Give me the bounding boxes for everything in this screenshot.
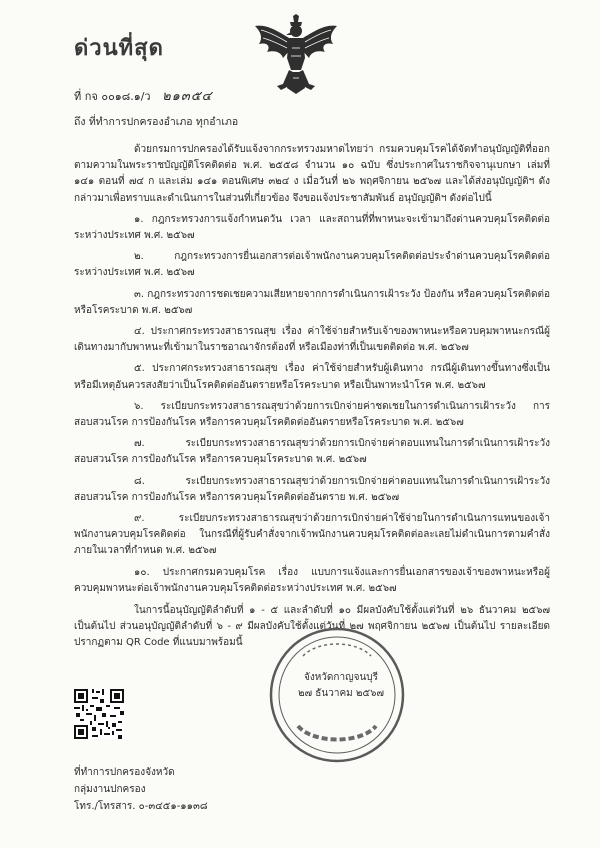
list-item: ๑. กฎกระทรวงการแจ้งกำหนดวัน เวลา และสถานที่ที่พาหนะจะเข้ามาถึงด่านควบคุมโรคติดต่อระหว่างประเทศ พ.ศ. ๒๕๖๗ (74, 213, 550, 242)
reference-number (74, 85, 213, 106)
list-item: ๔. ประกาศกระทรวงสาธารณสุข เรื่อง ค่าใช้จ่ายสำหรับเจ้าของพาหนะหรือควบคุมพาหนะกรณีผู้เดินทางมากับพาหนะที่เข้ามาในราชอาณาจักรต้องที่ หรือเมืองท่าที่เป็นเขตติดต่อ พ.ศ. ๒๕๖๗ (74, 326, 550, 354)
footer-office: ที่ทำการปกครองจังหวัด (74, 767, 175, 778)
footer-division: กลุ่มงานปกครอง (74, 784, 146, 795)
list-item: ๒. กฎกระทรวงการยื่นเอกสารต่อเจ้าพนักงานควบคุมโรคติดต่อประจำด่านควบคุมโรคติดต่อระหว่างประเทศ พ.ศ. ๒๕๖๗ (74, 251, 550, 279)
footer-phone: โทร./โทรสาร. ๐-๓๔๕๑-๑๑๓๘ (74, 801, 208, 812)
recipient-line: ถึง ที่ทำการปกครองอำเภอ ทุกอำเภอ (74, 116, 239, 128)
footer-contact (74, 764, 208, 815)
closing-paragraph: ในการนี้อนุบัญญัติลำดับที่ ๑ - ๕ และลำดับที่ ๑๐ มีผลบังคับใช้ตั้งแต่วันที่ ๒๖ ธันวาคม ๒๕๖๗ เป็นต้นไป ส่วนอนุบัญญัติลำดับที่ ๖ - ๙ มีผลบังคับใช้ตั้งแต่วันที่ ๒๗ พฤศจิกายน ๒๕๖๗ เป็นต้นไป รายละเอียดปรากฏตาม QR Code ที่แนบมาพร้อมนี้ (74, 605, 550, 649)
signature-block (286, 670, 396, 702)
qr-code-icon[interactable] (74, 689, 124, 739)
intro-paragraph: ด้วยกรมการปกครองได้รับแจ้งจากกระทรวงมหาดไทยว่า กรมควบคุมโรคได้จัดทำอนุบัญญัติที่ออกตามความในพระราชบัญญัติโรคติดต่อ พ.ศ. ๒๕๕๘ จำนวน ๑๐ ฉบับ ซึ่งประกาศในราชกิจจานุเบกษา เล่มที่ ๑๔๑ ตอนที่ ๗๔ ก และเล่ม ๑๔๑ ตอนพิเศษ ๓๒๔ ง เมื่อวันที่ ๒๖ พฤศจิกายน ๒๕๖๗ และได้ส่งอนุบัญญัติฯ ดังกล่าวมาเพื่อทราบและดำเนินการในส่วนที่เกี่ยวข้อง จึงขอแจ้งประชาสัมพันธ์ อนุบัญญัติฯ ดังต่อไปนี้ (74, 144, 550, 204)
document-number: ๒๑๓๕๔ (162, 89, 213, 104)
signing-date: ๒๗ ธันวาคม ๒๕๖๗ (298, 688, 384, 699)
urgency-label: ด่วนที่สุด (74, 36, 164, 61)
list-item: ๕. ประกาศกระทรวงสาธารณสุข เรื่อง ค่าใช้จ่ายสำหรับผู้เดินทาง กรณีผู้เดินทางขึ้นทางซึ่งเป็นหรือมีเหตุอันควรสงสัยว่าเป็นโรคติดต่ออันตรายหรือโรคระบาด หรือเป็นพาหะนำโรค พ.ศ. ๒๕๖๗ (74, 363, 550, 391)
list-item: ๑๐. ประกาศกรมควบคุมโรค เรื่อง แบบการแจ้งและการยื่นเอกสารของเจ้าของพาหนะหรือผู้ควบคุมพาหนะต่อเจ้าพนักงานควบคุมโรคติดต่อระหว่างประเทศ พ.ศ. ๒๕๖๗ (74, 566, 550, 594)
garuda-emblem-icon (253, 14, 339, 96)
letter-body (74, 142, 550, 652)
list-item: ๓. กฎกระทรวงการชดเชยความเสียหายจากการดำเนินการเฝ้าระวัง ป้องกัน หรือควบคุมโรคติดต่อหรือโรคระบาด พ.ศ. ๒๕๖๗ (74, 288, 550, 316)
list-item: ๘. ระเบียบกระทรวงสาธารณสุขว่าด้วยการเบิกจ่ายค่าตอบแทนในการดำเนินการเฝ้าระวัง สอบสวนโรค การป้องกันโรค หรือการควบคุมโรคติดต่ออันตราย พ.ศ. ๒๕๖๗ (74, 475, 550, 503)
list-item: ๙. ระเบียบกระทรวงสาธารณสุขว่าด้วยการเบิกจ่ายค่าใช้จ่ายในการดำเนินการแทนของเจ้าพนักงานควบคุมโรคติดต่อ ในกรณีที่ผู้รับคำสั่งจากเจ้าพนักงานควบคุมโรคติดต่อละเลยไม่ดำเนินการตามคำสั่งภายในเวลาที่กำหนด พ.ศ. ๒๕๖๗ (74, 513, 550, 557)
reference-label: ที่ กจ ๐๐๑๘.๑/ว (74, 90, 151, 103)
list-item: ๗. ระเบียบกระทรวงสาธารณสุขว่าด้วยการเบิกจ่ายค่าตอบแทนในการดำเนินการเฝ้าระวัง สอบสวนโรค การป้องกันโรค หรือการควบคุมโรคระบาด พ.ศ. ๒๕๖๗ (74, 438, 550, 466)
signing-province: จังหวัดกาญจนบุรี (303, 672, 379, 683)
list-item: ๖. ระเบียบกระทรวงสาธารณสุขว่าด้วยการเบิกจ่ายค่าชดเชยในการดำเนินการเฝ้าระวัง การสอบสวนโรค การป้องกันโรค หรือการควบคุมโรคติดต่ออันตรายหรือโรคระบาด พ.ศ. ๒๕๖๗ (74, 400, 550, 429)
